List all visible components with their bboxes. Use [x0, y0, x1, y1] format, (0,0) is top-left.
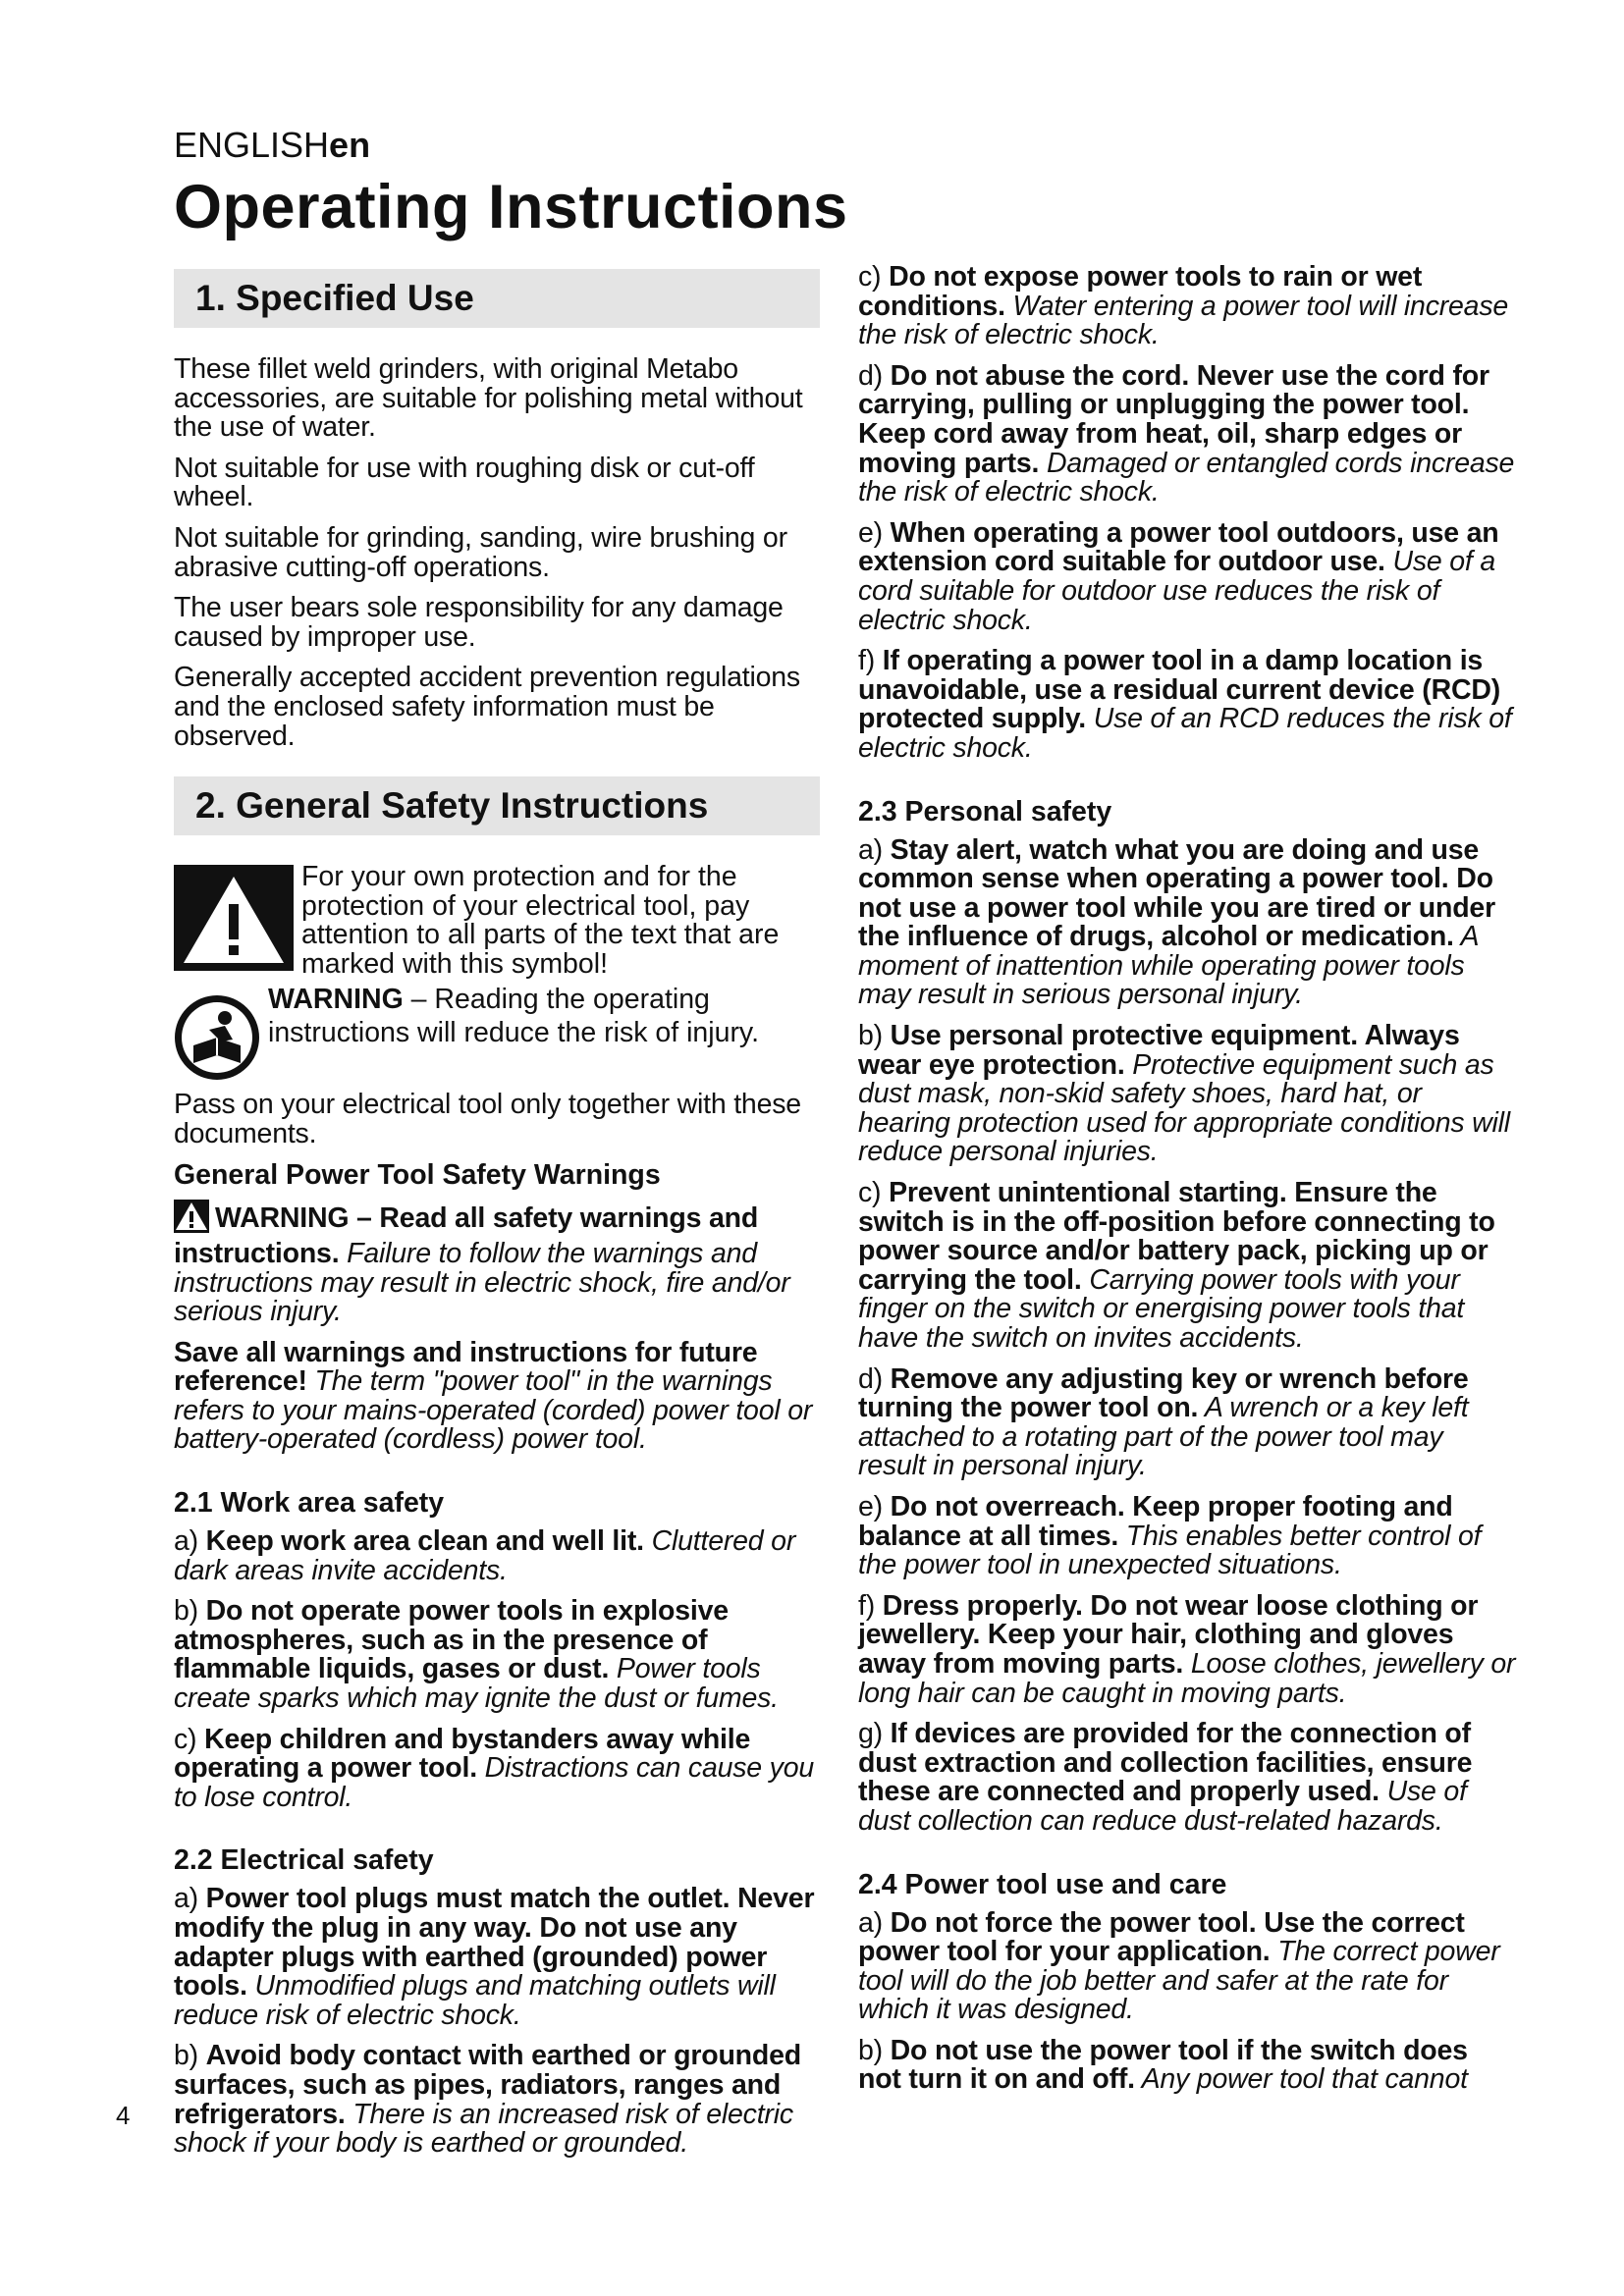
list-item: b) Do not use the power tool if the switch does not turn it on and off. Any power tool that cannot — [858, 2034, 1468, 2096]
right-column — [858, 263, 1516, 2107]
warning-triangle-icon — [174, 1200, 209, 1240]
list-item: g) If devices are provided for the connection of dust extraction and collection facilities, ensure these are connected and properly used. Use of dust collection can reduce dust-related hazards. — [858, 1718, 1473, 1837]
subheading-work-area-safety: 2.1 Work area safety — [174, 1487, 445, 1520]
page-header — [174, 126, 848, 243]
warning-italic-text: Failure to follow the warnings and instructions may result in electric shock, fire and/or serious injury. — [174, 1237, 790, 1328]
list-item: a) Power tool plugs must match the outlet. Never modify the plug in any way. Do not use any adapter plugs with earthed (grounded) power tools. Unmodified plugs and matching outlets will reduce risk of electric shock. — [174, 1883, 815, 2031]
list-item: c) Do not expose power tools to rain or wet conditions. Water entering a power tool will increase the risk of electric shock. — [858, 261, 1509, 351]
paragraph: Not suitable for grinding, sanding, wire brushing or abrasive cutting-off operations. — [174, 521, 787, 583]
list-item: d) Do not abuse the cord. Never use the cord for carrying, pulling or unplugging the power tool. Keep cord away from heat, oil, sharp edges or moving parts. Damaged or entangled cords increase the risk of electric shock. — [858, 359, 1515, 508]
subheading-power-tool-warnings: General Power Tool Safety Warnings — [174, 1159, 661, 1192]
save-bold-text: Save all warnings and instructions for future reference! — [174, 1336, 758, 1398]
page-number: 4 — [116, 2101, 131, 2130]
list-item: d) Remove any adjusting key or wrench before turning the power tool on. A wrench or a key left attached to a rotating part of the power tool may result in personal injury. — [858, 1362, 1469, 1482]
read-manual-notice — [174, 983, 820, 1081]
section-heading-specified-use: 1. Specified Use — [174, 269, 820, 328]
page-title: Operating Instructions — [174, 173, 848, 241]
list-item: f) Dress properly. Do not wear loose clothing or jewellery. Keep your hair, clothing and gloves away from moving parts. Loose clothes, jewellery or long hair can be caught in moving parts. — [858, 1589, 1516, 1709]
list-item: e) When operating a power tool outdoors, use an extension cord suitable for outdoor use. Use of a cord suitable for outdoor use reduces the risk of electric shock. — [858, 516, 1499, 636]
list-item: e) Do not overreach. Keep proper footing and balance at all times. This enables better control of the power tool in unexpected situations. — [858, 1490, 1482, 1581]
section-heading-general-safety: 2. General Safety Instructions — [174, 776, 820, 835]
read-manual-text — [268, 983, 818, 1049]
save-italic-text: The term "power tool" in the warnings refers to your mains-operated (corded) power tool or battery-operated (cordless) power tool. — [174, 1365, 813, 1456]
list-item: c) Prevent unintentional starting. Ensure the switch is in the off-position before connecting to power source and/or battery pack, picking up or carrying the tool. Carrying power tools with your finger on the switch or energising power tools that have the switch on invites accidents. — [858, 1177, 1495, 1354]
warning-triangle-icon — [174, 865, 294, 971]
subheading-personal-safety: 2.3 Personal safety — [858, 795, 1112, 828]
list-item: f) If operating a power tool in a damp location is unavoidable, use a residual current device (RCD) protected supply. Use of an RCD reduces the risk of electric shock. — [858, 645, 1512, 764]
list-item: b) Use personal protective equipment. Always wear eye protection. Protective equipment such as dust mask, non-skid safety shoes, hard hat, or hearing protection used for appropriate conditions will reduce personal injuries. — [858, 1020, 1510, 1168]
left-column — [174, 263, 820, 2170]
language-label — [174, 126, 848, 165]
paragraph: Pass on your electrical tool only together with these documents. — [174, 1089, 801, 1149]
warning-bold-text: WARNING – Read all safety warnings and instructions. — [174, 1202, 759, 1269]
symbol-notice-text: For your own protection and for the protection of your electrical tool, pay attention to all parts of the text that are marked with this symbol! — [301, 861, 780, 980]
subheading-power-tool-use: 2.4 Power tool use and care — [858, 1868, 1227, 1900]
paragraph: Not suitable for use with roughing disk or cut-off wheel. — [174, 452, 755, 513]
save-instructions-paragraph — [174, 1336, 820, 1456]
paragraph: These fillet weld grinders, with original Metabo accessories, are suitable for polishing metal without the use of water. — [174, 353, 803, 444]
warning-paragraph — [174, 1200, 820, 1326]
list-item: a) Keep work area clean and well lit. Cluttered or dark areas invite accidents. — [174, 1525, 796, 1586]
read-manual-icon — [174, 994, 260, 1081]
list-item: b) Do not operate power tools in explosive atmospheres, such as in the presence of flammable liquids, gases or dust. Power tools create sparks which may ignite the dust or fumes. — [174, 1595, 779, 1715]
symbol-notice — [174, 861, 820, 980]
paragraph: Generally accepted accident prevention regulations and the enclosed safety information must be observed. — [174, 662, 800, 752]
list-item: a) Stay alert, watch what you are doing and use common sense when operating a power tool. Do not use a power tool while you are tired or under the influence of drugs, alcohol or medication. A moment of inattention while operating power tools may result in serious personal injury. — [858, 833, 1495, 1011]
list-item: a) Do not force the power tool. Use the correct power tool for your application. The correct power tool will do the job better and safer at the rate for which it was designed. — [858, 1906, 1500, 2026]
read-manual-message: – Reading the operating instructions will reduce the risk of injury. — [268, 984, 759, 1049]
list-item: b) Avoid body contact with earthed or grounded surfaces, such as pipes, radiators, ranges and refrigerators. There is an increased risk of electric shock if your body is earthed or grounded. — [174, 2040, 801, 2160]
language-code: en — [329, 125, 371, 165]
subheading-electrical-safety: 2.2 Electrical safety — [174, 1844, 434, 1877]
language-name: ENGLISH — [174, 125, 330, 165]
paragraph: The user bears sole responsibility for any damage caused by improper use. — [174, 592, 784, 653]
warning-label: WARNING — [268, 984, 404, 1016]
list-item: c) Keep children and bystanders away while operating a power tool. Distractions can cause you to lose control. — [174, 1723, 815, 1813]
